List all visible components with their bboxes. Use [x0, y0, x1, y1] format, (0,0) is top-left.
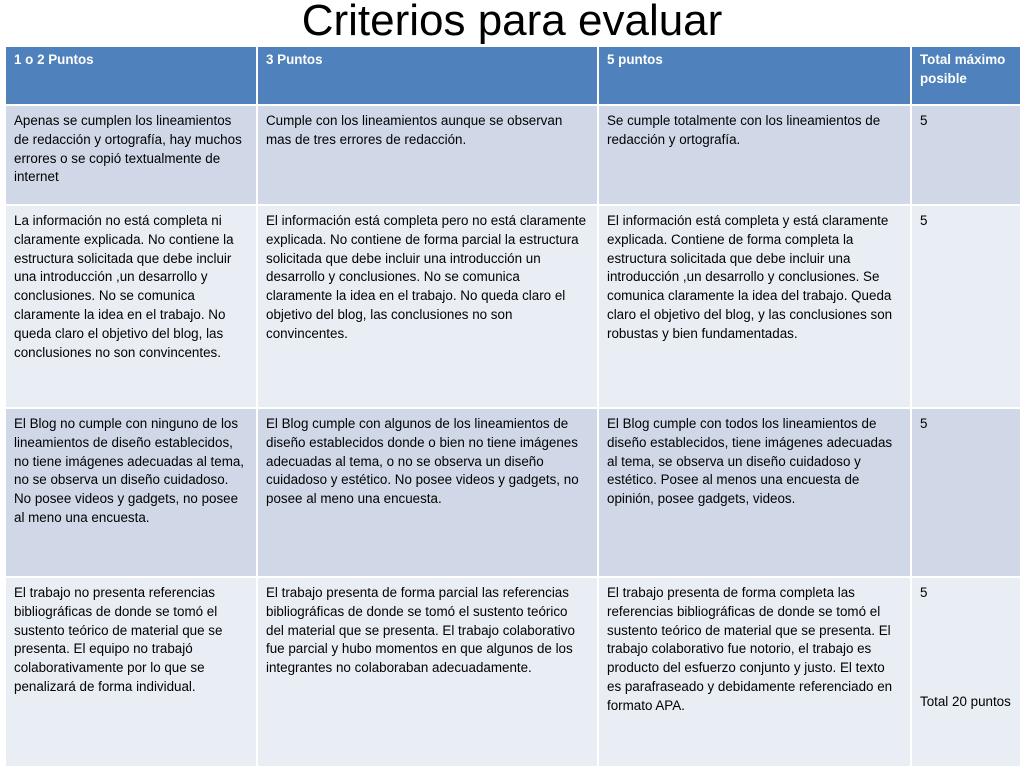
total-score: Total 20 puntos	[920, 693, 1011, 709]
table-cell: El Blog cumple con algunos de los lineamientos de diseño establecidos donde o bien no tiene imágenes adecuadas al tema, o no se observa un diseño cuidadoso y estético. No posee videos y gadgets, no posee al meno una encuesta.	[257, 408, 598, 577]
table-row	[5, 577, 1021, 767]
table-row	[5, 205, 1021, 408]
table-cell: 5	[911, 205, 1021, 408]
table-cell: El trabajo presenta de forma completa las referencias bibliográficas de donde se tomó el sustento teórico de material que se presenta. El trabajo colaborativo fue notorio, el trabajo es producto del esfuerzo conjunto y justo. El texto es parafraseado y debidamente referenciado en formato APA.	[598, 577, 911, 767]
table-cell: Cumple con los lineamientos aunque se observan mas de tres errores de redacción.	[257, 105, 598, 205]
table-cell: El información está completa y está claramente explicada. Contiene de forma completa la estructura solicitada que debe incluir una introducción ,un desarrollo y conclusiones. Se comunica claramente la idea del trabajo. Queda claro el objetivo del blog, y las conclusiones son robustas y bien fundamentadas.	[598, 205, 911, 408]
header-5-puntos: 5 puntos	[598, 46, 911, 105]
table-cell: El Blog no cumple con ninguno de los lineamientos de diseño establecidos, no tiene imágenes adecuadas al tema, no se observa un diseño cuidadoso. No posee videos y gadgets, no posee al meno una encuesta.	[5, 408, 257, 577]
score-value: 5	[920, 585, 928, 600]
table-cell: 5	[911, 105, 1021, 205]
table-cell: El trabajo presenta de forma parcial las referencias bibliográficas de donde se tomó el sustento teórico del material que se presenta. El trabajo colaborativo fue parcial y hubo momentos en que algunos de los integrantes no colaboraban adecuadamente.	[257, 577, 598, 767]
table-row	[5, 105, 1021, 205]
table-cell: La información no está completa ni claramente explicada. No contiene la estructura solicitada que debe incluir una introducción ,un desarrollo y conclusiones. No se comunica claramente la idea en el trabajo. No queda claro el objetivo del blog, las conclusiones no son convincentes.	[5, 205, 257, 408]
table-row	[5, 408, 1021, 577]
table-cell: Apenas se cumplen los lineamientos de redacción y ortografía, hay muchos errores o se copió textualmente de internet	[5, 105, 257, 205]
table-cell: El trabajo no presenta referencias bibliográficas de donde se tomó el sustento teórico de material que se presenta. El equipo no trabajó colaborativamente por lo que se penalizará de forma individual.	[5, 577, 257, 767]
slide-title: Criterios para evaluar	[301, 0, 723, 45]
header-total-maximo: Total máximo posible	[911, 46, 1021, 105]
table-header-row	[5, 46, 1021, 105]
header-3-puntos: 3 Puntos	[257, 46, 598, 105]
table-cell: Se cumple totalmente con los lineamientos de redacción y ortografía.	[598, 105, 911, 205]
table-cell: El Blog cumple con todos los lineamientos de diseño establecidos, tiene imágenes adecuadas al tema, se observa un diseño cuidadoso y estético. Posee al menos una encuesta de opinión, posee gadgets, videos.	[598, 408, 911, 577]
rubric-table	[4, 45, 1022, 768]
table-cell	[911, 577, 1021, 767]
header-1-2-puntos: 1 o 2 Puntos	[5, 46, 257, 105]
table-cell: El información está completa pero no está claramente explicada. No contiene de forma parcial la estructura solicitada que debe incluir una introducción un desarrollo y conclusiones. No se comunica claramente la idea en el trabajo. No queda claro el objetivo del blog, las conclusiones no son convincentes.	[257, 205, 598, 408]
table-cell: 5	[911, 408, 1021, 577]
